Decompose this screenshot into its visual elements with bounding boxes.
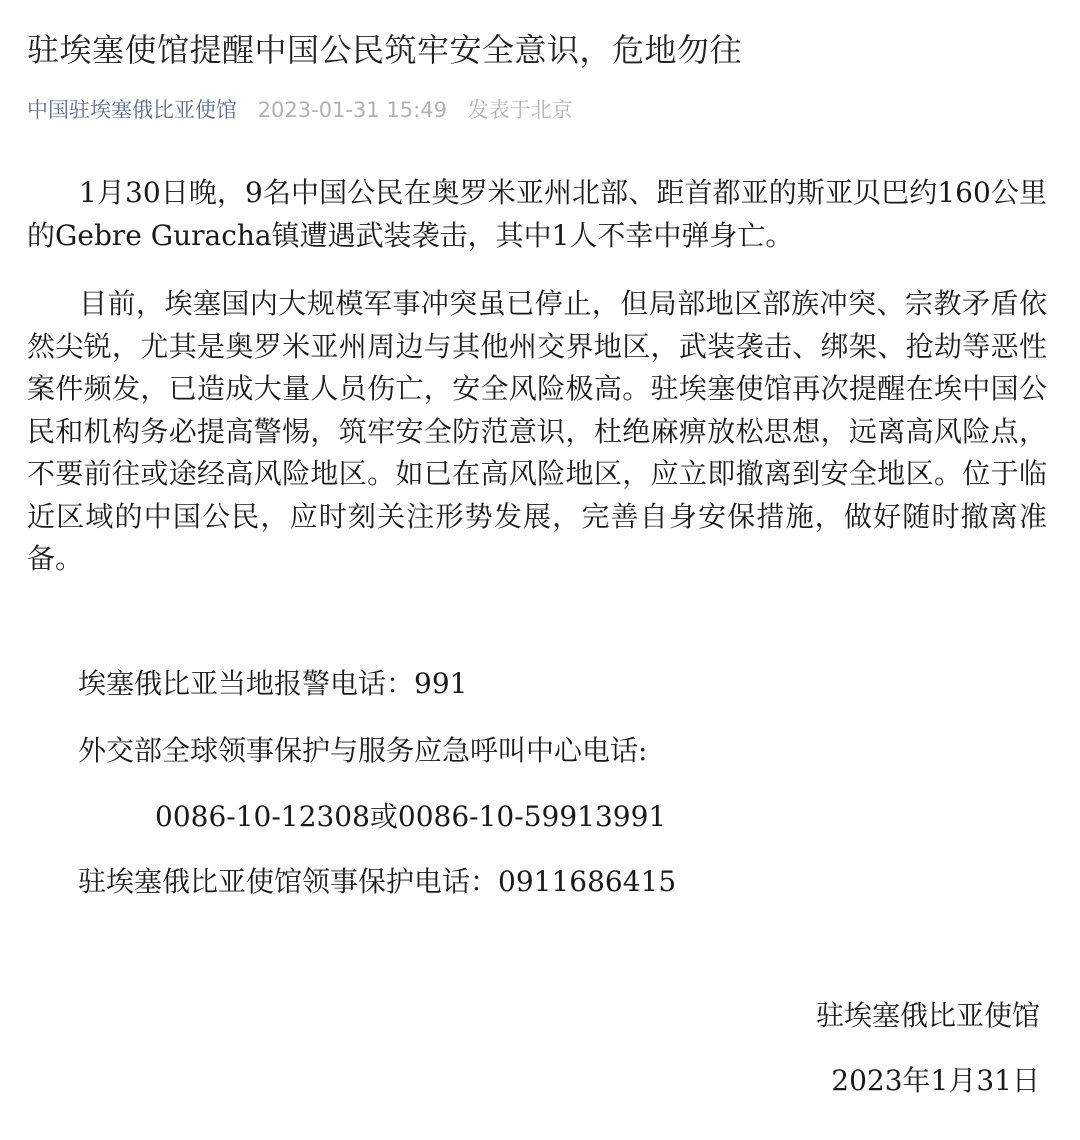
publish-time: 2023-01-31 15:49 <box>257 98 447 122</box>
publish-location: 发表于北京 <box>467 98 573 122</box>
paragraph-incident: 1月30日晚，9名中国公民在奥罗米亚州北部、距首都亚的斯亚贝巴约160公里的Gebre Guracha镇遭遇武装袭击，其中1人不幸中弹身亡。 <box>27 176 1047 252</box>
account-name-link[interactable]: 中国驻埃塞俄比亚使馆 <box>27 98 237 122</box>
signature-date: 2023年1月31日 <box>831 1064 1040 1097</box>
mfa-hotline-numbers: 0086-10-12308或0086-10-59913991 <box>155 800 667 833</box>
embassy-consular-phone: 驻埃塞俄比亚使馆领事保护电话：0911686415 <box>78 865 677 898</box>
article-title: 驻埃塞使馆提醒中国公民筑牢安全意识，危地勿往 <box>27 31 743 69</box>
mfa-hotline-label: 外交部全球领事保护与服务应急呼叫中心电话: <box>78 734 648 767</box>
article-meta <box>27 94 573 126</box>
signature-issuer: 驻埃塞俄比亚使馆 <box>815 999 1040 1032</box>
local-police-phone: 埃塞俄比亚当地报警电话：991 <box>78 667 468 700</box>
paragraph-advisory: 目前，埃塞国内大规模军事冲突虽已停止，但局部地区部族冲突、宗教矛盾依然尖锐，尤其是奥罗米亚州周边与其他州交界地区，武装袭击、绑架、抢劫等恶性案件频发，已造成大量人员伤亡，安全风险极高。驻埃塞使馆再次提醒在埃中国公民和机构务必提高警惕，筑牢安全防范意识，杜绝麻痹放松思想，远离高风险点，不要前往或途经高风险地区。如已在高风险地区，应立即撤离到安全地区。位于临近区域的中国公民，应时刻关注形势发展，完善自身安保措施，做好随时撤离准备。 <box>27 287 1047 575</box>
